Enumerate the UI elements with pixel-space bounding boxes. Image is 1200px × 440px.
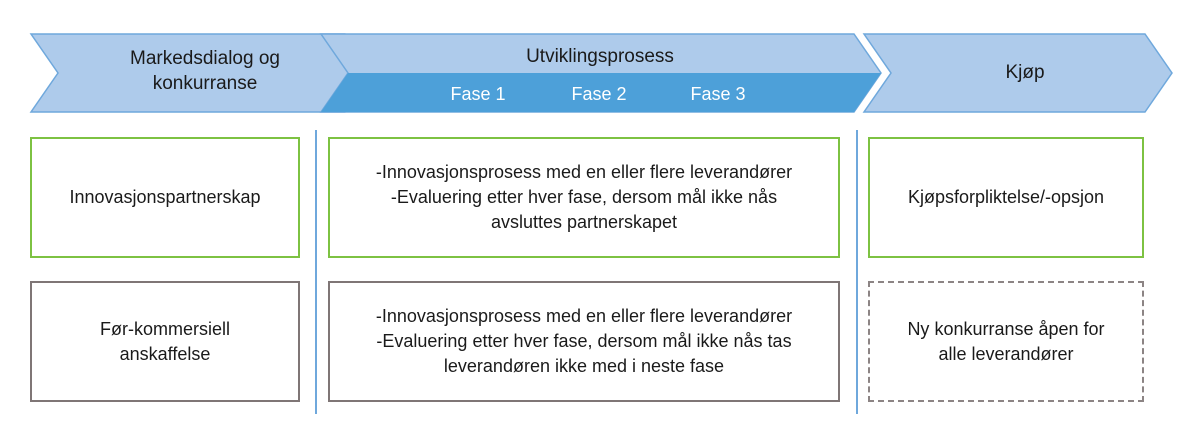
stage3-label: Kjøp [1005,62,1045,83]
divider-left [315,130,317,414]
row1-process: -Innovasjonsprosess med en eller flere leverandører -Evaluering etter hver fase, dersom mål ikke nås avsluttes partnerskapet [375,162,793,232]
phase-2-label: Fase 2 [571,84,627,104]
phase-3-label: Fase 3 [690,84,746,104]
row2-name-box [30,281,300,402]
row2-name: Før-kommersiell anskaffelse [100,318,230,364]
row1-process-box [328,137,840,258]
row1-name-box [30,137,300,258]
divider-right [856,130,858,414]
stage2-label: Utviklingsprosess [526,46,674,67]
row1-purchase: Kjøpsforpliktelse/-opsjon [907,187,1105,207]
row2-purchase-box [868,281,1144,402]
row2-process-box [328,281,840,402]
phase-1-label: Fase 1 [450,84,506,104]
row2-process: -Innovasjonsprosess med en eller flere leverandører -Evaluering etter hver fase, dersom mål ikke nås tas leverandøren ikke med i neste fase [375,306,793,376]
row2-purchase: Ny konkurranse åpen for alle leverandører [907,318,1105,364]
row1-purchase-box [868,137,1144,258]
row1-name: Innovasjonspartnerskap [69,187,261,207]
stage1-label: Markedsdialog og konkurranse [130,48,280,94]
